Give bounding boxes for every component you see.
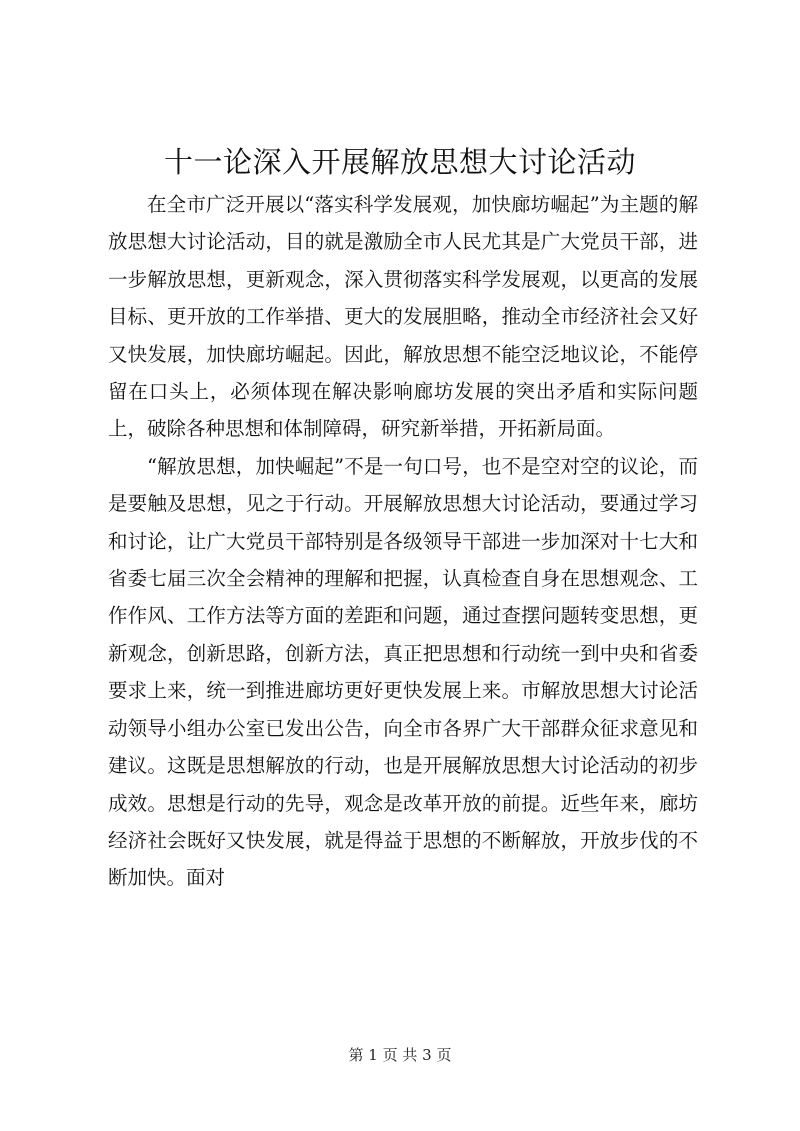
document-title: 十一论深入开展解放思想大讨论活动 xyxy=(163,145,636,179)
page-footer xyxy=(0,1045,800,1065)
paragraph-2: “解放思想，加快崛起”不是一句口号，也不是空对空的议论，而是要触及思想，见之于行动。开展解放思想大讨论活动，要通过学习和讨论，让广大党员干部特别是各级领导干部进一步加深对十七大和省委七届三次全会精神的理解和把握，认真检查自身在思想观念、工作作风、工作方法等方面的差距和问题，通过查摆问题转变思想，更新观念，创新思路，创新方法，真正把思想和行动统一到中央和省委要求上来，统一到推进廊坊更好更快发展上来。市解放思想大讨论活动领导小组办公室已发出公告，向全市各界广大干部群众征求意见和建议。这既是思想解放的行动，也是开展解放思想大讨论活动的初步成效。思想是行动的先导，观念是改革开放的前提。近些年来，廊坊经济社会既好又快发展，就是得益于思想的不断解放，开放步伐的不断加快。面对 xyxy=(108,454,698,890)
document-body xyxy=(108,186,698,897)
page-number-label: 第 1 页 共 3 页 xyxy=(348,1046,452,1064)
paragraph-1: 在全市广泛开展以“落实科学发展观，加快廊坊崛起”为主题的解放思想大讨论活动，目的就是激励全市人民尤其是广大党员干部，进一步解放思想，更新观念，深入贯彻落实科学发展观，以更高的发展目标、更开放的工作举措、更大的发展胆略，推动全市经济社会又好又快发展，加快廊坊崛起。因此，解放思想不能空泛地议论，不能停留在口头上，必须体现在解决影响廊坊发展的突出矛盾和实际问题上，破除各种思想和体制障碍，研究新举措，开拓新局面。 xyxy=(108,193,698,441)
